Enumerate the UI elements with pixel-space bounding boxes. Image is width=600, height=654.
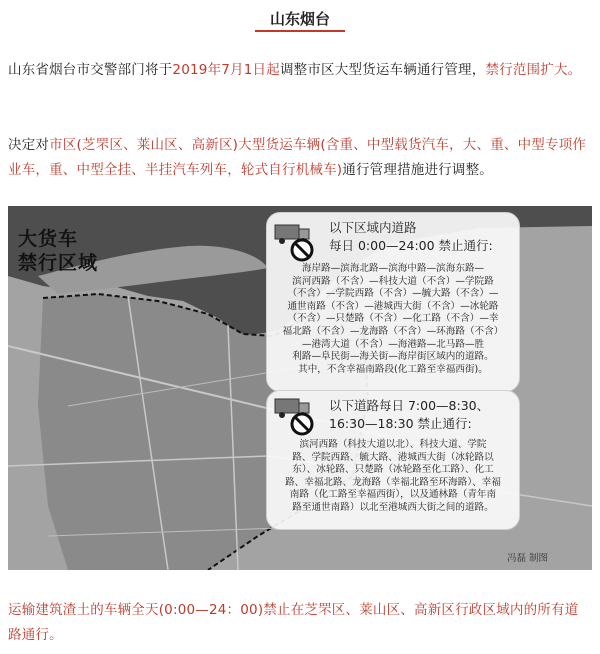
paragraph-announcement [8, 58, 592, 83]
title-underline [255, 30, 345, 32]
box2-heading-line2: 16:30—18:30 禁止通行: [329, 416, 472, 431]
range-expanded-text: 禁行范围扩大。 [485, 62, 582, 78]
page-title: 山东烟台 [269, 10, 330, 28]
box2-line: 路至通世南路）以北至港城西大街之间的道路。 [292, 501, 494, 513]
box1-line: 滨河西路（不含）—科技大道（不含）—学院路 [292, 275, 494, 287]
box1-line: 利路—阜民街—海关街—海岸街区域内的道路。 [292, 351, 494, 363]
effective-date: 2019年7月1日起 [172, 62, 280, 78]
paragraph1-text-pre: 山东省烟台市交警部门将于 [8, 62, 173, 78]
box2-line: 南路（化工路至幸福西街），以及通林路（青年南 [289, 489, 497, 501]
paragraph2-text-post: 通行管理措施进行调整。 [342, 162, 493, 178]
map-label-line1: 大货车 [18, 228, 79, 250]
no-entry-sign-icon [289, 237, 315, 263]
no-entry-sign-icon [289, 411, 315, 437]
box2-line: 路、幸福北路、龙海路（幸福北路至环海路）、幸福 [285, 476, 501, 488]
box1-line: （不含）—学院西路（不含）—毓大路（不含）— [287, 288, 499, 300]
map-credit: 冯磊 制图 [506, 553, 548, 564]
peak-hour-restriction-box [266, 390, 520, 530]
paragraph1-text-mid: 调整市区大型货运车辆通行管理， [279, 62, 486, 78]
paragraph-vehicle-scope [8, 133, 592, 183]
all-day-restriction-box [266, 212, 520, 392]
box1-line: 福北路（不含）—龙海路（不含）—环海路（不含） [282, 325, 504, 337]
box1-line: 其中，不含幸福南路段(化工路至幸福西街)。 [298, 363, 488, 375]
box2-road-list [271, 439, 515, 515]
box2-line: 东）、冰轮路、只楚路（冰轮路至化工路）、化工 [292, 464, 494, 476]
map-label-line2: 禁行区域 [18, 252, 99, 274]
box1-line: —港湾大道（不含）—海港路—北马路—胜 [301, 338, 485, 350]
box2-heading-line1: 以下道路每日 7:00—8:30、 [329, 398, 490, 413]
box1-line: 海岸路—滨海北路—滨海中路—滨海东路— [301, 263, 485, 274]
paragraph-construction-waste: 运输建筑渣土的车辆全天(0:00—24：00)禁止在芝罘区、莱山区、高新区行政区域内的所有道路通行。 [8, 602, 579, 643]
box1-road-list [271, 263, 515, 376]
box1-heading-line2: 每日 0:00—24:00 禁止通行: [329, 238, 493, 253]
box1-line: （不含）—只楚路（不含）—化工路（不含）—幸 [287, 313, 499, 325]
vehicle-scope-text: 市区(芝罘区、莱山区、高新区)大型货运车辆(含重、中型载货汽车，大、重、中型专项作业车，重、中型全挂、半挂汽车列车，轮式自行机械车) [8, 137, 587, 178]
box1-heading-line1: 以下区域内道路 [329, 220, 417, 235]
restriction-map [8, 206, 592, 570]
box2-line: 路、学院西路、毓大路、港城西大街（冰轮路以 [292, 451, 494, 463]
paragraph2-text-pre: 决定对 [8, 137, 50, 153]
box1-line: 通世南路（不含）—港城西大街（不含）—冰轮路 [287, 300, 499, 312]
box2-line: 滨河西路（科技大道以北）、科技大道、学院 [299, 439, 487, 450]
